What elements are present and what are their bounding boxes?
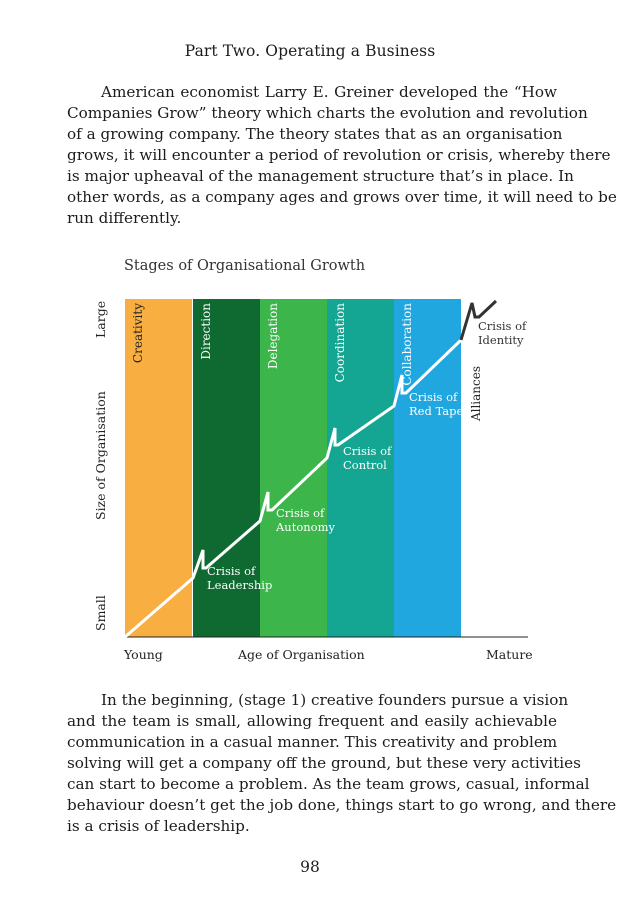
paragraph-line: Companies Grow” theory which charts the evolution and revolution [67, 104, 588, 122]
crisis-label-2: Crisis of [276, 506, 325, 520]
paragraph-line: other words, as a company ages and grows over time, it will need to be [67, 188, 617, 206]
paragraph-line: communication in a casual manner. This creativity and problem [67, 733, 558, 751]
y-tick-large: Large [93, 300, 108, 338]
chart-title: Stages of Organisational Growth [124, 258, 366, 274]
paragraph-line: of a growing company. The theory states that as an organisation [67, 125, 563, 143]
crisis-label-1: Leadership [207, 578, 273, 592]
x-tick-young: Young [124, 647, 163, 662]
stage-label-direction: Direction [199, 303, 213, 360]
running-header: Part Two. Operating a Business [184, 42, 436, 60]
page-number: 98 [300, 858, 320, 876]
crisis-label-5: Crisis of [478, 319, 527, 333]
crisis-label-4: Crisis of [409, 390, 458, 404]
body-paragraph [67, 690, 617, 837]
paragraph-line: grows, it will encounter a period of revolution or crisis, whereby there [67, 146, 611, 164]
stage-label-creativity: Creativity [131, 303, 145, 364]
paragraph-line: solving will get a company off the ground, but these very activities [67, 754, 581, 772]
paragraph-line: In the beginning, (stage 1) creative founders pursue a vision [101, 691, 569, 709]
stage-label-alliances: Alliances [469, 366, 483, 422]
paragraph-line: is major upheaval of the management structure that’s in place. In [67, 167, 574, 185]
crisis-label-5: Identity [478, 333, 524, 347]
paragraph-line: can start to become a problem. As the team grows, casual, informal [67, 775, 590, 793]
x-axis-label: Age of Organisation [238, 647, 365, 662]
x-tick-mature: Mature [486, 647, 533, 662]
y-axis-label: Size of Organisation [93, 391, 108, 520]
stage-label-coordination: Coordination [333, 303, 347, 383]
stage-label-collaboration: Collaboration [400, 303, 414, 386]
y-tick-small: Small [93, 595, 108, 631]
crisis-label-3: Control [343, 458, 387, 472]
paragraph-line: is a crisis of leadership. [67, 817, 250, 835]
paragraph-line: behaviour doesn’t get the job done, things start to go wrong, and there [67, 796, 617, 814]
paragraph-line: American economist Larry E. Greiner developed the “How [101, 83, 557, 101]
paragraph-line: and the team is small, allowing frequent and easily achievable [67, 712, 557, 730]
crisis-label-4: Red Tape [409, 404, 464, 418]
stage-label-delegation: Delegation [266, 303, 280, 370]
crisis-label-1: Crisis of [207, 564, 256, 578]
paragraph-line: run differently. [67, 209, 182, 227]
crisis-label-2: Autonomy [276, 520, 335, 534]
crisis-label-3: Crisis of [343, 444, 392, 458]
